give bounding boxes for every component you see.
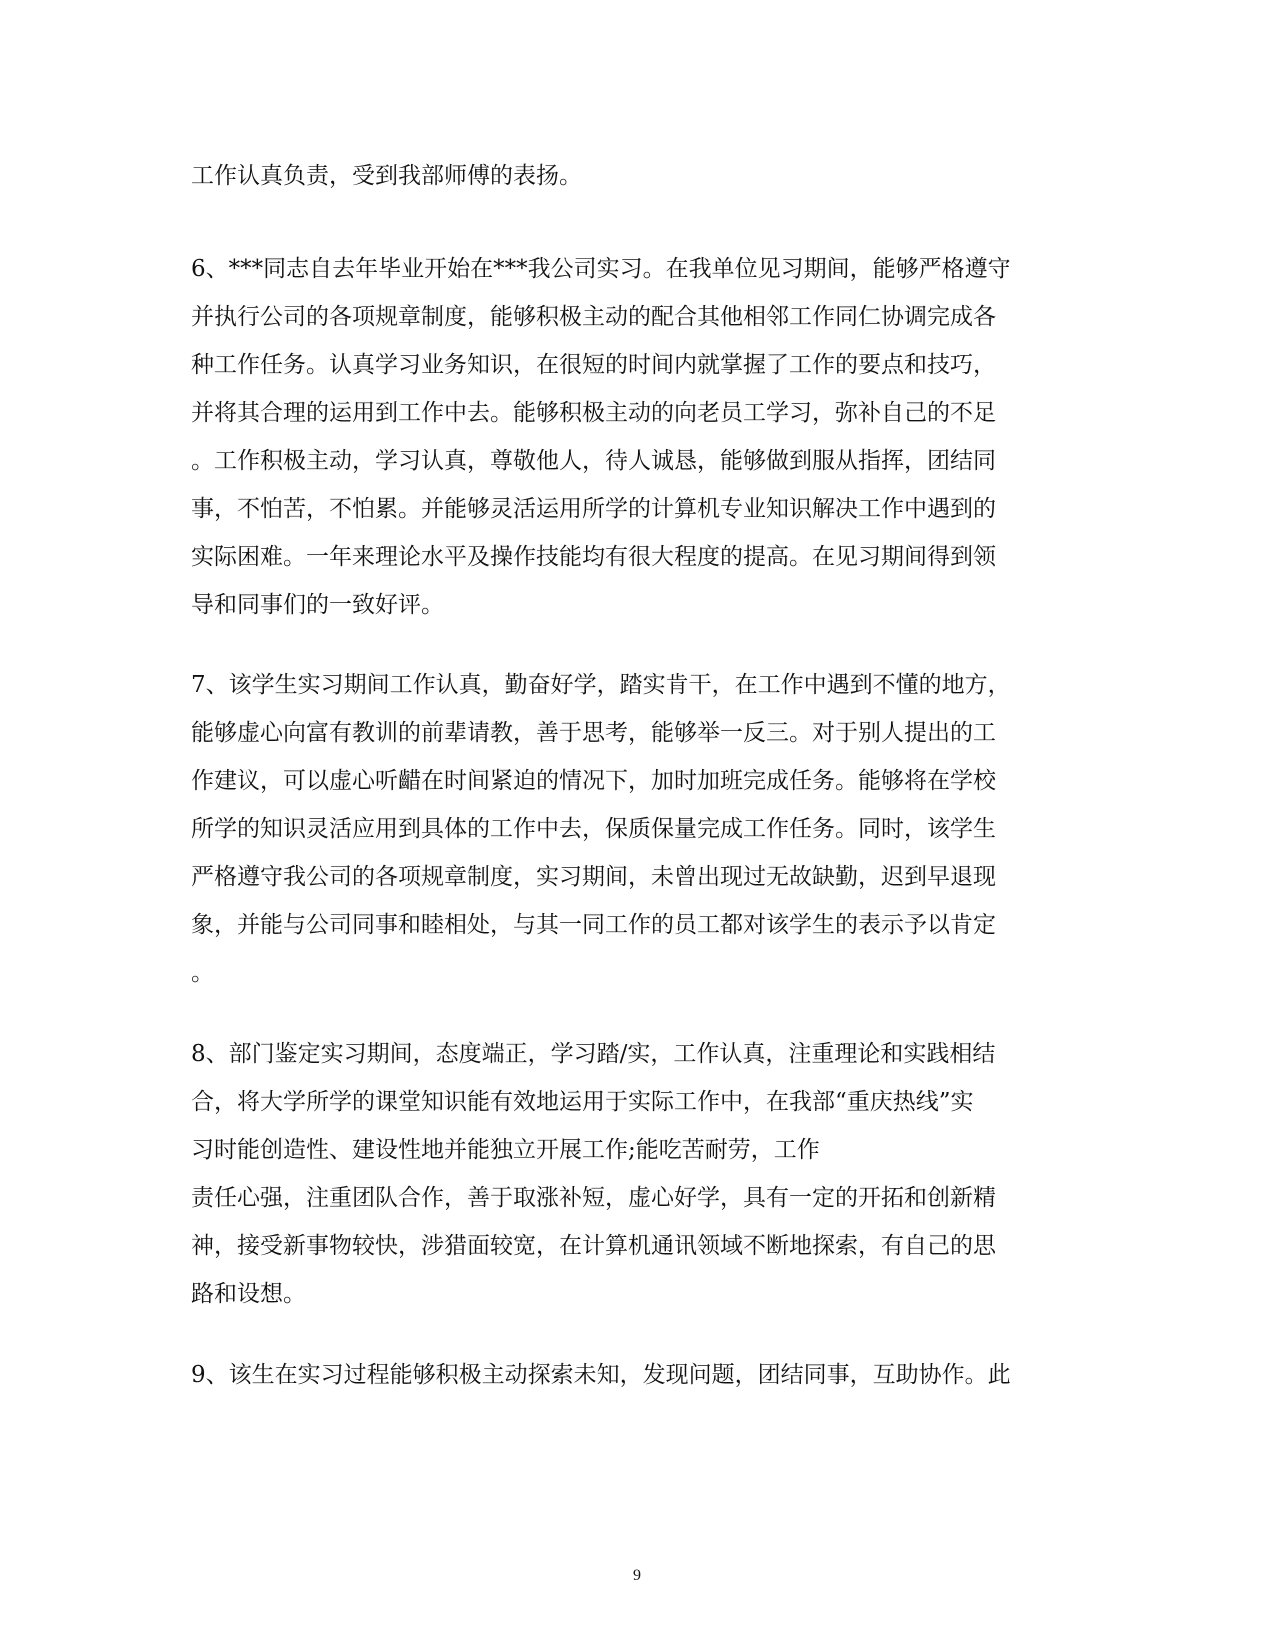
text-line: 种工作任务。认真学习业务知识，在很短的时间内就掌握了工作的要点和技巧， [191, 352, 996, 378]
text-line: 习时能创造性、建设性地并能独立开展工作;能吃苦耐劳，工作 [191, 1137, 820, 1163]
text-line: 象，并能与公司同事和睦相处，与其一同工作的员工都对该学生的表示予以肯定 [191, 912, 996, 938]
text-line: 路和设想。 [191, 1281, 306, 1307]
text-line: 实际困难。一年来理论水平及操作技能均有很大程度的提高。在见习期间得到领 [191, 544, 996, 570]
paragraph-8 [191, 1030, 1091, 1318]
text-line: 9、该生在实习过程能够积极主动探索未知，发现问题，团结同事，互助协作。此 [191, 1362, 1011, 1388]
text-line: 责任心强，注重团队合作，善于取涨补短，虚心好学，具有一定的开拓和创新精 [191, 1185, 996, 1211]
text-line: 导和同事们的一致好评。 [191, 592, 444, 618]
text-line: 8、部门鉴定实习期间，态度端正，学习踏/实，工作认真，注重理论和实践相结 [191, 1041, 996, 1067]
text-line: 能够虚心向富有教训的前辈请教，善于思考，能够举一反三。对于别人提出的工 [191, 720, 996, 746]
text-line: 7、该学生实习期间工作认真，勤奋好学，踏实肯干，在工作中遇到不懂的地方， [191, 672, 1011, 698]
paragraph-9 [191, 1351, 1091, 1399]
text-line: 工作认真负责，受到我部师傅的表扬。 [191, 163, 582, 189]
text-line: 并执行公司的各项规章制度，能够积极主动的配合其他相邻工作同仁协调完成各 [191, 304, 996, 330]
text-line: 6、***同志自去年毕业开始在***我公司实习。在我单位见习期间，能够严格遵守 [191, 256, 1011, 282]
text-line: 并将其合理的运用到工作中去。能够积极主动的向老员工学习，弥补自己的不足 [191, 400, 996, 426]
text-line: 事，不怕苦，不怕累。并能够灵活运用所学的计算机专业知识解决工作中遇到的 [191, 496, 996, 522]
paragraph-6 [191, 245, 1091, 629]
paragraph-continued [191, 152, 1091, 200]
text-line: 。 [191, 960, 214, 986]
page-number: 9 [633, 1567, 641, 1584]
text-line: 作建议，可以虚心听齰在时间紧迫的情况下，加时加班完成任务。能够将在学校 [191, 768, 996, 794]
text-line: 。工作积极主动，学习认真，尊敬他人，待人诚恳，能够做到服从指挥，团结同 [191, 448, 996, 474]
text-line: 神，接受新事物较快，涉猎面较宽，在计算机通讯领域不断地探索，有自己的思 [191, 1233, 996, 1259]
text-line: 严格遵守我公司的各项规章制度，实习期间，未曾出现过无故缺勤，迟到早退现 [191, 864, 996, 890]
paragraph-7 [191, 661, 1091, 997]
text-line: 合，将大学所学的课堂知识能有效地运用于实际工作中，在我部“重庆热线”实 [191, 1089, 974, 1115]
text-line: 所学的知识灵活应用到具体的工作中去，保质保量完成工作任务。同时，该学生 [191, 816, 996, 842]
